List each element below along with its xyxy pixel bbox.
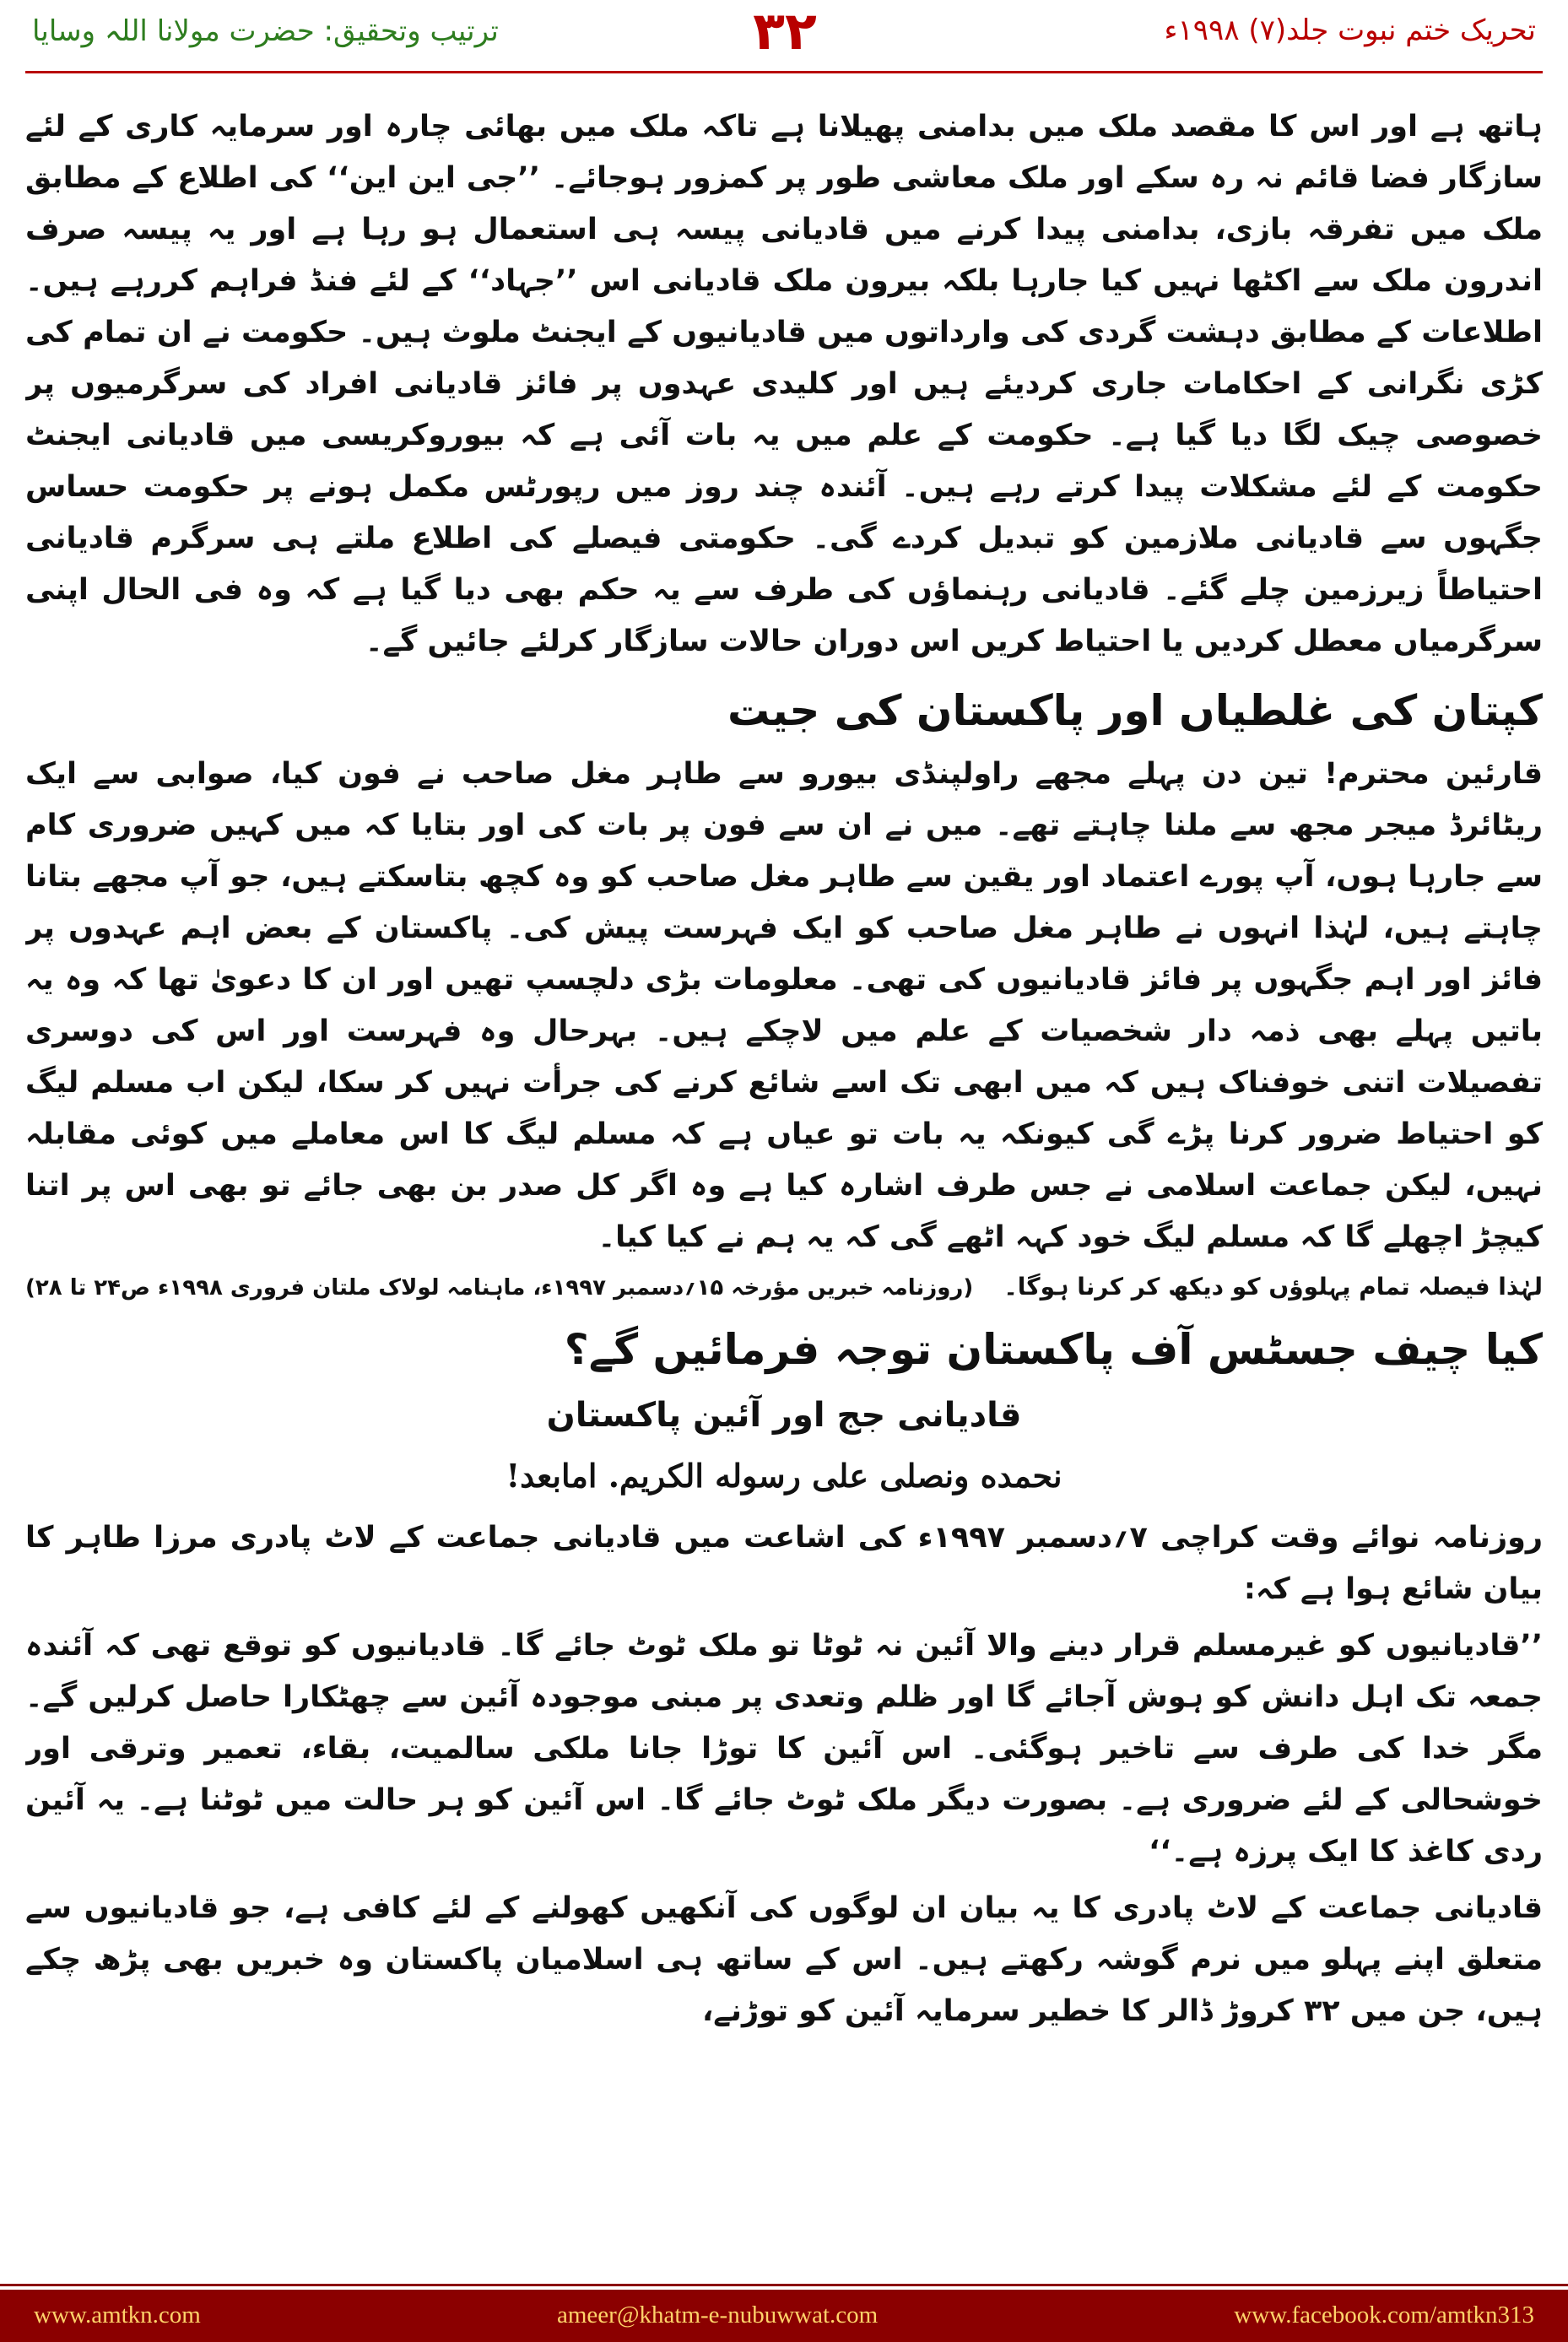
arabic-invocation: نحمده ونصلی علی رسوله الکریم. امابعد!	[506, 1457, 1062, 1495]
citation-row	[25, 1268, 1543, 1306]
intro-paragraph: روزنامہ نوائے وقت کراچی ۷؍دسمبر ۱۹۹۷ء کی اشاعت میں قادیانی جماعت کے لاٹ پادری مرزا طاہر کا بیان شائع ہوا ہے کہ:	[25, 1521, 1543, 1606]
body-paragraph-2: قارئین محترم! تین دن پہلے مجھے راولپنڈی بیورو سے طاہر مغل صاحب نے فون کیا، صوابی سے ایک ریٹائرڈ میجر مجھ سے ملنا چاہتے تھے۔ میں نے ان سے فون پر بات کی اور بتایا کہ میں کہیں ضروری کام سے جارہا ہوں، آپ پورے اعتماد اور یقین سے طاہر مغل صاحب کو وہ کچھ بتاسکتے ہیں، جو آپ مجھے بتانا چاہتے ہیں، لہٰذا انہوں نے طاہر مغل صاحب کو ایک فہرست پیش کی۔ پاکستان کے بعض اہم عہدوں پر فائز اور اہم جگہوں پر فائز قادیانیوں کی تھی۔ معلومات بڑی دلچسپ تھیں اور ان کا دعویٰ تھا کہ وہ یہ باتیں پہلے بھی ذمہ دار شخصیات کے علم میں لاچکے ہیں۔ بہرحال وہ فہرست اور اس کی دوسری تفصیلات اتنی خوفناک ہیں کہ میں ابھی تک اسے شائع کرنے کی جرأت نہیں کر سکا، لیکن اب مسلم لیگ کو احتیاط ضرور کرنا پڑے گی کیونکہ یہ بات تو عیاں ہے کہ مسلم لیگ کا اس معاملے میں کوئی مقابلہ نہیں، لیکن جماعت اسلامی نے جس طرف اشارہ کیا ہے وہ اگر کل صدر بن بھی جائے تو بھی اس پر اتنا کیچڑ اچھلے گا کہ مسلم لیگ خود کہہ اٹھے گی کہ یہ ہم نے کیا کیا۔	[25, 757, 1543, 1254]
section-subtitle: قادیانی جج اور آئین پاکستان	[546, 1396, 1022, 1435]
page-body	[25, 101, 1543, 2270]
body-paragraph-1: ہاتھ ہے اور اس کا مقصد ملک میں بدامنی پھیلانا ہے تاکہ ملک میں بھائی چارہ اور سرمایہ کاری کے لئے سازگار فضا قائم نہ رہ سکے اور ملک معاشی طور پر کمزور ہوجائے۔ ’’جی این این‘‘ کی اطلاع کے مطابق ملک میں تفرقہ بازی، بدامنی پیدا کرنے میں قادیانی پیسہ ہی استعمال ہو رہا ہے اور یہ پیسہ صرف اندرون ملک سے اکٹھا نہیں کیا جارہا بلکہ بیرون ملک قادیانی اس ’’جہاد‘‘ کے لئے فنڈ فراہم کررہے ہیں۔ اطلاعات کے مطابق دہشت گردی کی وارداتوں میں قادیانیوں کے ایجنٹ ملوث ہیں۔ حکومت نے ان تمام کی کڑی نگرانی کے احکامات جاری کردیئے ہیں اور کلیدی عہدوں پر فائز قادیانی افراد کی سرگرمیوں پر خصوصی چیک لگا دیا گیا ہے۔ حکومت کے علم میں یہ بات آئی ہے کہ بیوروکریسی میں قادیانی ایجنٹ حکومت کے لئے مشکلات پیدا کرتے رہے ہیں۔ آئندہ چند روز میں رپورٹس مکمل ہونے پر حکومت حساس جگہوں سے قادیانی ملازمین کو تبدیل کردے گی۔ حکومتی فیصلے کی اطلاع ملتے ہی سرگرم قادیانی احتیاطاً زیرزمین چلے گئے۔ قادیانی رہنماؤں کی طرف سے یہ حکم بھی دیا گیا ہے کہ وہ فی الحال اپنی سرگرمیاں معطل کردیں یا احتیاط کریں اس دوران حالات سازگار کرلئے جائیں گے۔	[25, 110, 1543, 658]
header-book-title: تحریک ختم نبوت جلد(۷) ۱۹۹۸ء	[1164, 14, 1536, 47]
page-footer	[0, 2290, 1568, 2342]
body-paragraph-3: قادیانی جماعت کے لاٹ پادری کا یہ بیان ان لوگوں کی آنکھیں کھولنے کے لئے کافی ہے، جو قادیانیوں سے متعلق اپنے پہلو میں نرم گوشہ رکھتے ہیں۔ اس کے ساتھ ہی اسلامیان پاکستان وہ خبریں بھی پڑھ چکے ہیں، جن میں ۳۲ کروڑ ڈالر کا خطیر سرمایہ آئین کو توڑنے،	[25, 1891, 1543, 2028]
page-number: ۳۲	[753, 0, 817, 62]
section-heading-chief-justice: کیا چیف جسٹس آف پاکستان توجہ فرمائیں گے؟	[564, 1325, 1543, 1374]
footer-email-link[interactable]: ameer@khatm-e-nubuwwat.com	[556, 2301, 879, 2328]
section-heading-captain: کپتان کی غلطیاں اور پاکستان کی جیت	[727, 686, 1543, 735]
footer-website-link[interactable]: www.amtkn.com	[34, 2301, 201, 2328]
footer-facebook-link[interactable]: www.facebook.com/amtkn313	[1234, 2301, 1534, 2328]
header-compiler-credit: ترتیب وتحقیق: حضرت مولانا اللہ وسایا	[32, 14, 499, 48]
source-citation: (روزنامہ خبریں مؤرخہ ۱۵؍دسمبر ۱۹۹۷ء، ماہنامہ لولاک ملتان فروری ۱۹۹۸ء ص۲۴ تا ۲۸)	[25, 1275, 974, 1301]
quoted-statement: ’’قادیانیوں کو غیرمسلم قرار دینے والا آئین نہ ٹوٹا تو ملک ٹوٹ جائے گا۔ قادیانیوں کو توقع تھی کہ آئندہ جمعہ تک اہل دانش کو ہوش آجائے گا اور ظلم وتعدی پر مبنی موجودہ آئین سے چھٹکارا حاصل کرلیں گے۔ مگر خدا کی طرف سے تاخیر ہوگئی۔ اس آئین کا توڑا جانا ملکی سالمیت، بقاء، تعمیر وترقی اور خوشحالی کے لئے ضروری ہے۔ بصورت دیگر ملک ٹوٹ جائے گا۔ اس آئین کو ہر حالت میں ٹوٹنا ہے۔ یہ آئین ردی کاغذ کا ایک پرزہ ہے۔‘‘	[25, 1629, 1543, 1869]
footer-divider	[0, 2284, 1568, 2286]
header-divider	[25, 71, 1543, 73]
closing-sentence: لہٰذا فیصلہ تمام پہلوؤں کو دیکھ کر کرنا ہوگا۔	[1003, 1273, 1543, 1301]
page-header	[0, 0, 1568, 73]
